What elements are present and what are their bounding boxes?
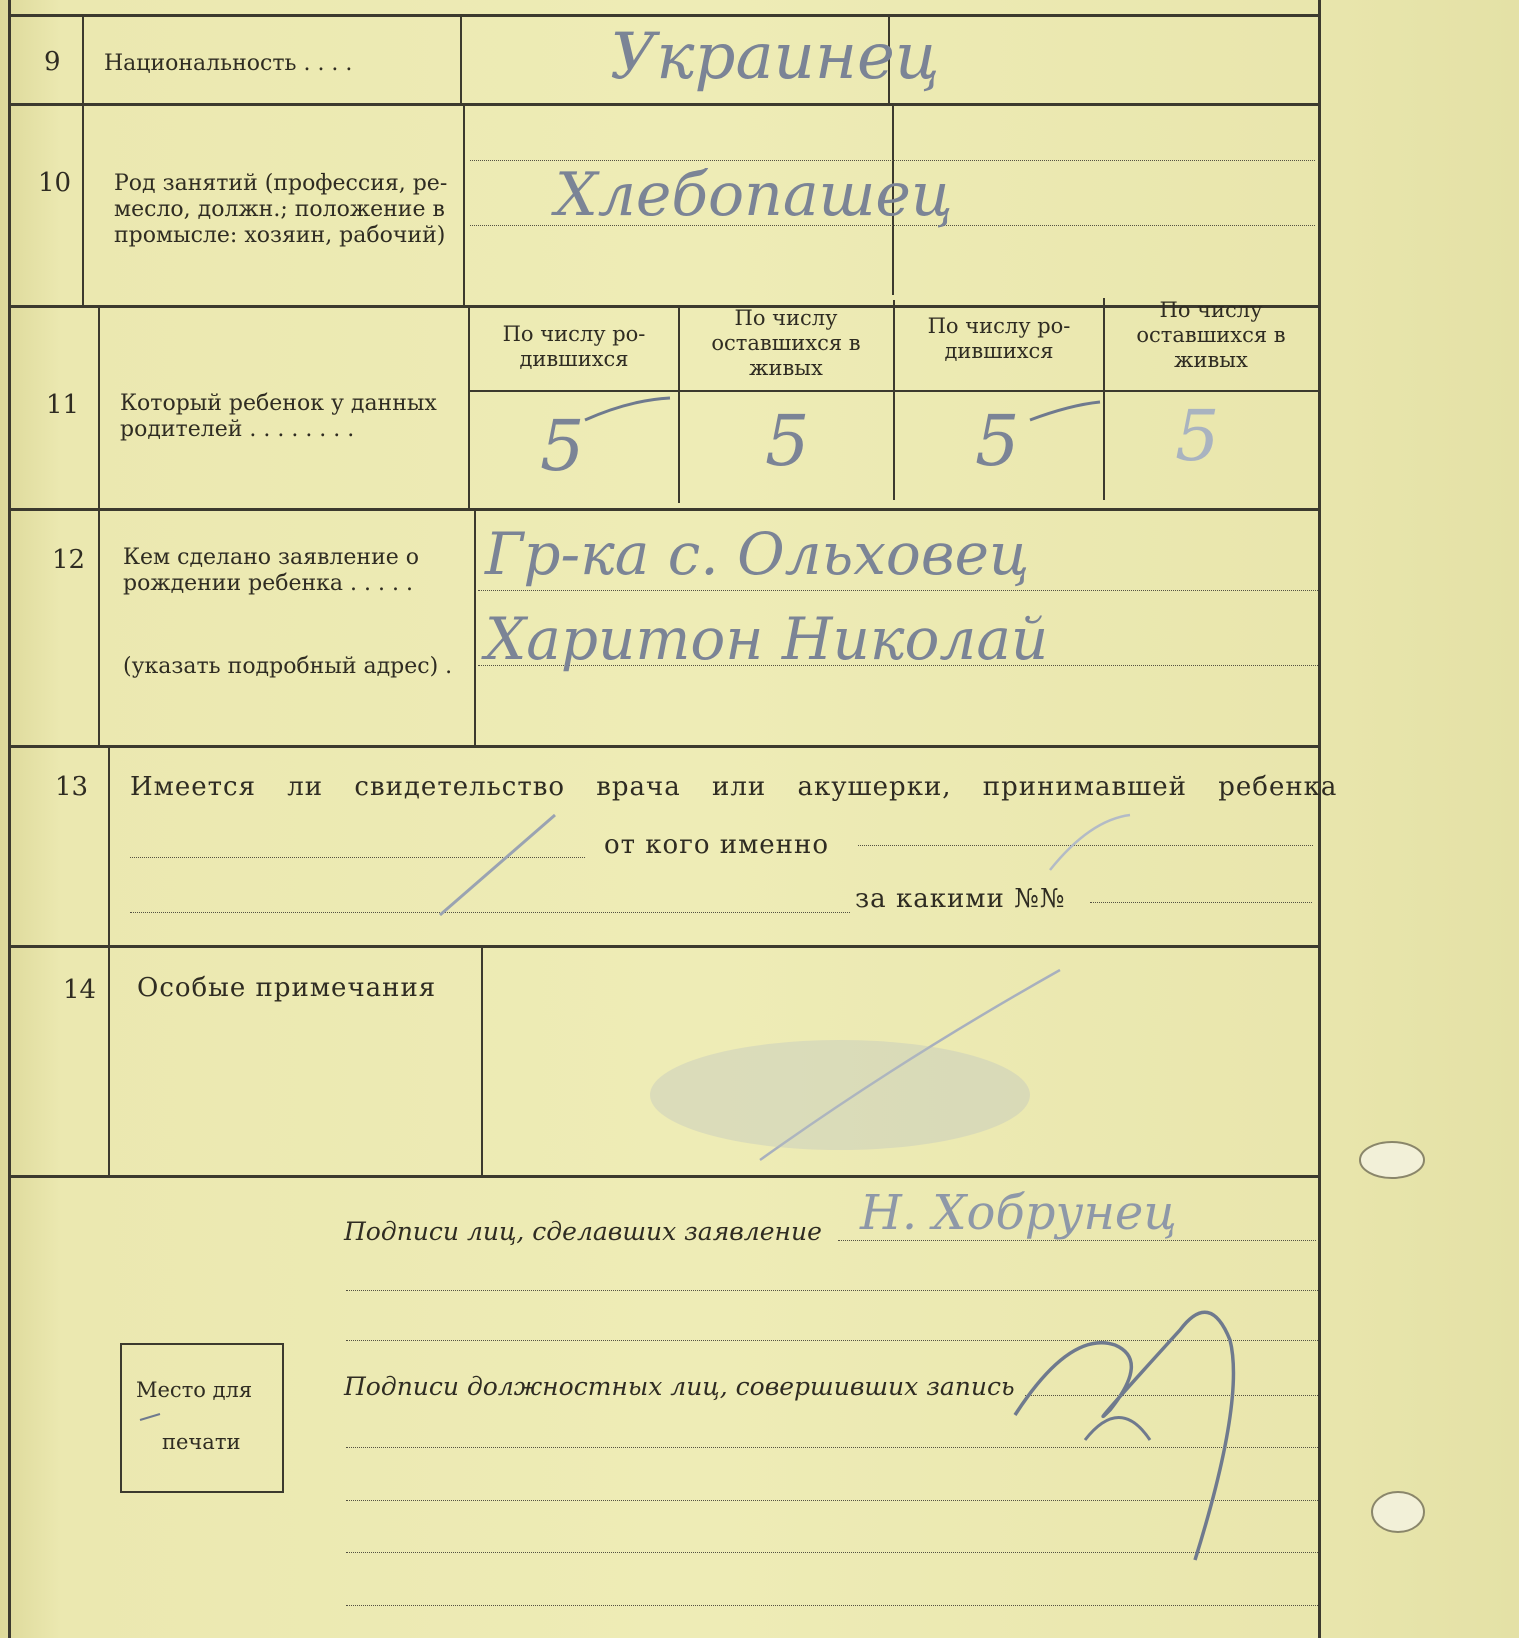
row-label-line: Род занятий (профессия, ре-: [114, 171, 448, 196]
row-number: 9: [44, 47, 61, 77]
row-label-line: Кем сделано заявление о: [123, 545, 419, 570]
stamp-place-line: печати: [162, 1430, 241, 1454]
column-header-living: По числу оставшихся в живых: [711, 306, 861, 380]
certificate-question: Имеется ли свидетельство врача или акушерки, принимавшей ребенка: [130, 772, 1338, 802]
declarant-handwriting: Харитон Николай: [485, 605, 1049, 673]
row-number: 10: [38, 168, 72, 198]
row-label: Особые примечания: [137, 973, 437, 1003]
child-order-value: 5: [765, 400, 810, 482]
child-order-value: 5: [540, 405, 585, 487]
officials-signature-label: Подписи должностных лиц, совершивших запись: [344, 1372, 1015, 1401]
row-number: 14: [63, 975, 97, 1005]
which-numbers-label: за какими №№: [855, 884, 1066, 914]
declarants-signature-label: Подписи лиц, сделавших заявление: [344, 1217, 822, 1246]
child-order-value: 5: [1175, 395, 1220, 477]
row-label-line: Который ребенок у данных: [120, 391, 437, 416]
row-number: 12: [52, 545, 86, 575]
row-number: 11: [46, 390, 80, 420]
row-label-line: месло, должн.; положение в: [114, 197, 445, 222]
stamp-place-line: Место для: [136, 1378, 253, 1402]
nationality-handwriting: Украинец: [610, 20, 940, 94]
row-label: Национальность . . . .: [104, 51, 353, 76]
column-header-born: По числу ро- дившихся: [502, 322, 646, 371]
occupation-handwriting: Хлебопашец: [555, 160, 953, 230]
column-header-born: По числу ро- дившихся: [927, 314, 1071, 363]
row-label-line: промысле: хозяин, рабочий): [114, 223, 446, 248]
declarant-handwriting: Гр-ка с. Ольховец: [485, 520, 1030, 588]
address-note: (указать подробный адрес) .: [123, 654, 453, 679]
column-header-living: По числу оставшихся в живых: [1136, 298, 1286, 372]
row-label-line: родителей . . . . . . . .: [120, 417, 355, 442]
from-whom-label: от кого именно: [604, 830, 829, 860]
row-label-line: рождении ребенка . . . . .: [123, 571, 413, 596]
child-order-value: 5: [975, 400, 1020, 482]
row-number: 13: [55, 772, 89, 802]
declarant-signature: Н. Хобрунец: [860, 1185, 1177, 1241]
